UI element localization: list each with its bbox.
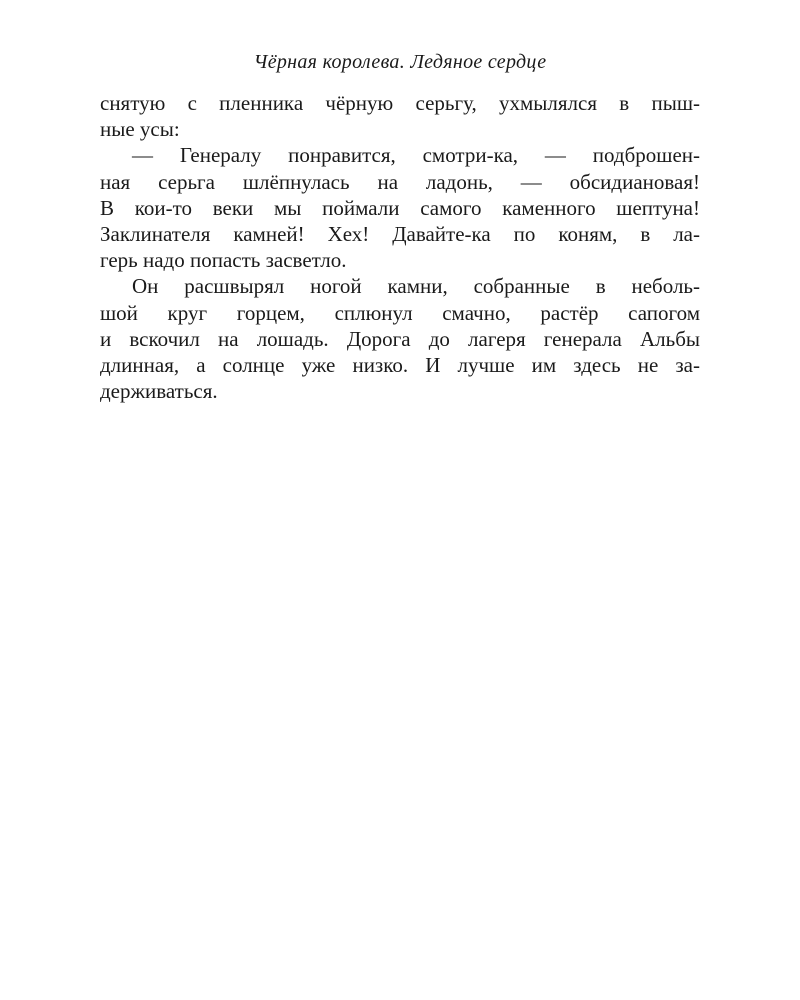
text-line: — Генералу понравится, смотри-ка, — подброшен- bbox=[132, 143, 700, 168]
text-line: Заклинателя камней! Хех! Давайте-ка по коням, в ла- bbox=[100, 222, 700, 247]
paragraph-2 bbox=[100, 142, 700, 273]
paragraph-3 bbox=[100, 273, 700, 404]
text-line: и вскочил на лошадь. Дорога до лагеря генерала Альбы bbox=[100, 326, 700, 351]
running-title: Чёрная королева. Ледяное сердце bbox=[253, 51, 547, 73]
text-line: В кои-то веки мы поймали самого каменного шептуна! bbox=[100, 195, 700, 220]
text-line: длинная, а солнце уже низко. И лучше им здесь не за- bbox=[100, 353, 700, 378]
text-line: ные усы: bbox=[100, 117, 180, 142]
text-line: держиваться. bbox=[100, 379, 218, 404]
text-line: ная серьга шлёпнулась на ладонь, — обсидиановая! bbox=[100, 169, 700, 194]
paragraph-1 bbox=[100, 90, 700, 142]
text-line: снятую с пленника чёрную серьгу, ухмылялся в пыш- bbox=[100, 91, 700, 115]
text-line: Он расшвырял ногой камни, собранные в неболь- bbox=[132, 274, 700, 299]
book-page bbox=[100, 50, 700, 404]
text-line: шой круг горцем, сплюнул смачно, растёр сапогом bbox=[100, 300, 700, 325]
text-line: герь надо попасть засветло. bbox=[100, 248, 347, 273]
body-text bbox=[100, 90, 700, 404]
